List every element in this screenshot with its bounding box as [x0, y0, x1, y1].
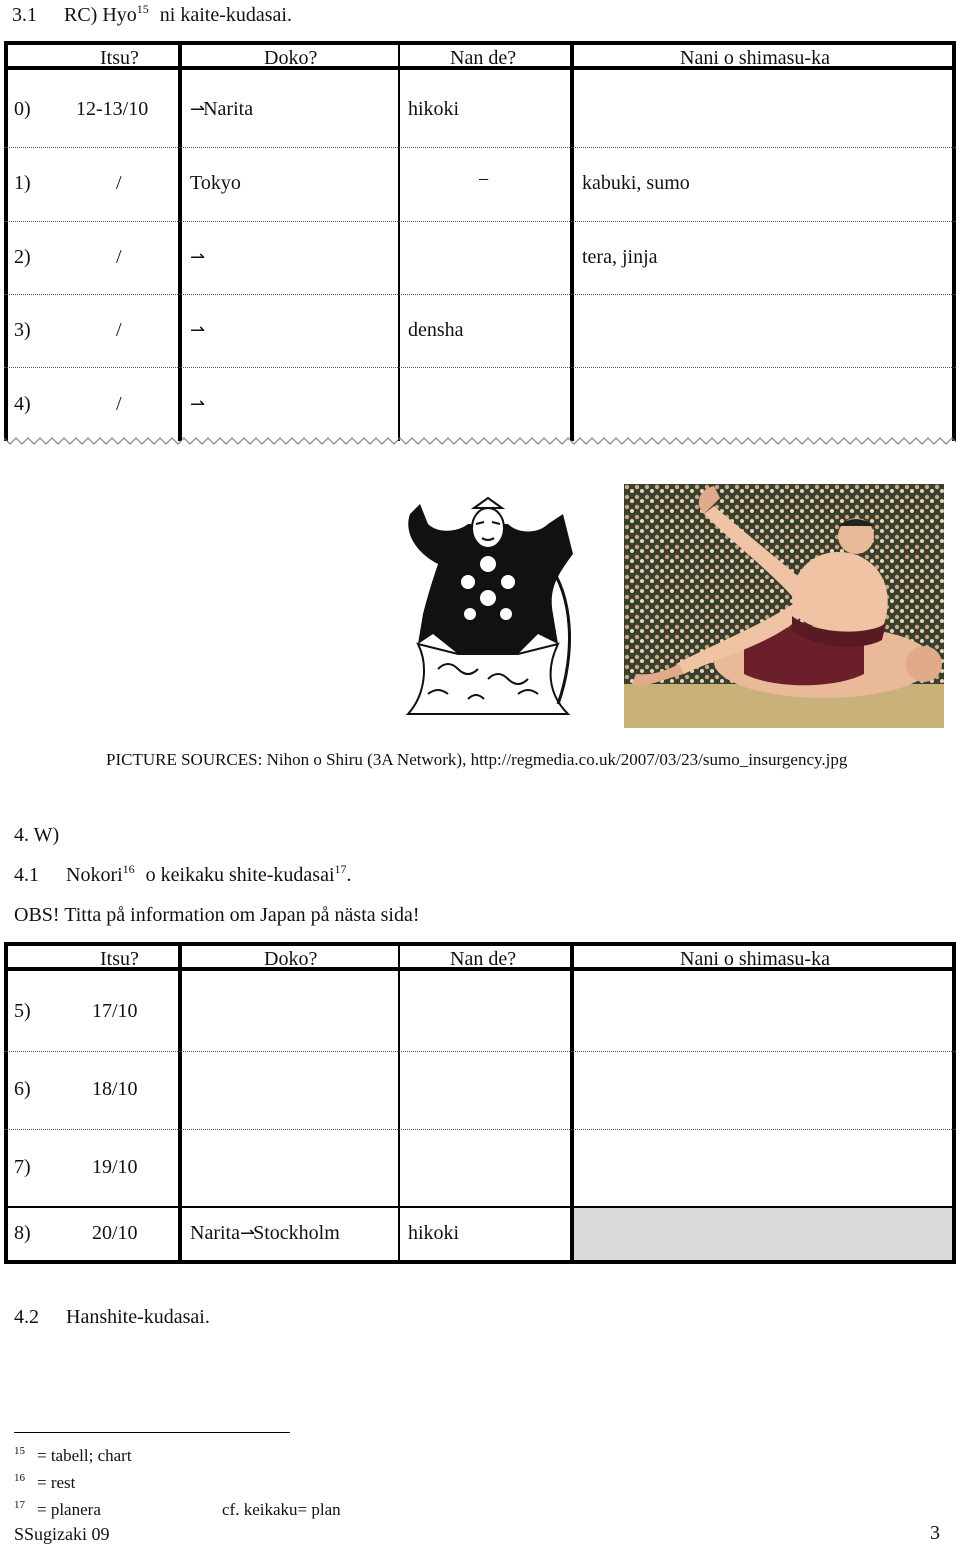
row-number: 2)	[14, 246, 31, 268]
footnote-ref-16[interactable]: 16	[122, 862, 135, 876]
header-doko: Doko?	[264, 47, 318, 69]
row-number: 5)	[14, 1000, 31, 1022]
row-separator	[4, 1206, 956, 1208]
itsu-cell: 12-13/10	[76, 98, 149, 120]
section-4-1-heading	[14, 864, 352, 887]
arrow-right-icon: ⇀	[190, 320, 204, 341]
table-header-row	[4, 41, 956, 69]
picture-sources: PICTURE SOURCES: Nihon o Shiru (3A Network), http://regmedia.co.uk/2007/03/23/sumo_insurgency.jpg	[106, 750, 848, 769]
doko-to: Stockholm	[253, 1222, 340, 1244]
row-number: 0)	[14, 98, 31, 120]
table-torn-edge	[4, 436, 956, 446]
section-4-heading: 4. W)	[14, 824, 60, 846]
row-number: 8)	[14, 1222, 31, 1244]
section-text-pre: Nokori	[66, 864, 123, 886]
header-nande: Nan de?	[450, 47, 517, 69]
section-number: 4.1	[14, 864, 39, 886]
footnote-number: 15	[14, 1445, 25, 1457]
doko-from: Narita	[190, 1222, 240, 1244]
itsu-cell: /	[116, 172, 122, 194]
doko-cell	[190, 246, 203, 269]
itsu-cell: /	[116, 319, 122, 341]
footnote-extra: cf. keikaku= plan	[222, 1500, 341, 1519]
section-title-pre: RC) Hyo	[64, 4, 137, 26]
row-separator	[4, 1129, 956, 1130]
row-separator	[4, 221, 956, 222]
footnote-number: 16	[14, 1472, 25, 1484]
itsu-cell: 17/10	[92, 1000, 138, 1022]
doko-cell: Tokyo	[190, 172, 241, 194]
header-underline	[4, 970, 956, 971]
row-separator	[4, 367, 956, 368]
itsu-cell: /	[116, 246, 122, 268]
table-border-right	[952, 41, 956, 441]
nani-cell: tera, jinja	[582, 246, 658, 268]
footnote-ref-15[interactable]: 15	[136, 2, 149, 16]
row-separator	[4, 294, 956, 295]
nani-cell: kabuki, sumo	[582, 172, 690, 194]
doko-text: Narita	[203, 98, 254, 120]
section-3-1-heading	[12, 4, 292, 27]
row-number: 4)	[14, 393, 31, 415]
nande-cell: hikoki	[408, 1222, 460, 1244]
doko-cell	[190, 393, 203, 416]
obs-note: OBS! Titta på information om Japan på nästa sida!	[14, 904, 420, 926]
page-number: 3	[930, 1522, 940, 1544]
footnote-16	[14, 1473, 75, 1493]
header-nani: Nani o shimasu-ka	[680, 948, 830, 970]
column-divider	[570, 942, 574, 1264]
row-number: 6)	[14, 1078, 31, 1100]
section-number: 3.1	[12, 4, 37, 26]
column-divider	[178, 942, 182, 1264]
row-number: 1)	[14, 172, 31, 194]
header-itsu: Itsu?	[100, 47, 139, 69]
footnote-text: = rest	[37, 1473, 76, 1492]
arrow-right-icon: ⇀	[190, 394, 204, 415]
itsu-cell: /	[116, 393, 122, 415]
table-border-left	[4, 942, 8, 1264]
footer-author: SSugizaki 09	[14, 1524, 110, 1544]
doko-cell	[190, 319, 203, 342]
footnote-text: = planera	[37, 1500, 101, 1519]
itsu-cell: 20/10	[92, 1222, 138, 1244]
doko-cell	[190, 98, 253, 121]
arrow-right-icon: ⇀	[190, 247, 204, 268]
table-border-left	[4, 41, 8, 441]
column-divider	[398, 942, 400, 1264]
header-itsu: Itsu?	[100, 948, 139, 970]
itinerary-table-1	[4, 41, 956, 441]
footnote-number: 17	[14, 1499, 25, 1511]
header-nande: Nan de?	[450, 948, 517, 970]
arrow-right-icon: ⇀	[190, 99, 204, 120]
row-number: 3)	[14, 319, 31, 341]
nande-cell: −	[478, 169, 490, 191]
section-4-2-heading	[14, 1306, 210, 1329]
nande-cell: densha	[408, 319, 464, 341]
footnote-rule	[14, 1432, 290, 1433]
row-separator	[4, 147, 956, 148]
footnote-text: = tabell; chart	[37, 1446, 132, 1465]
shaded-cell	[572, 1208, 952, 1260]
itsu-cell: 18/10	[92, 1078, 138, 1100]
header-underline	[4, 69, 956, 70]
doko-cell	[190, 1222, 340, 1245]
section-text-post: .	[346, 864, 352, 886]
row-number: 7)	[14, 1156, 31, 1178]
table-header-row	[4, 942, 956, 970]
kabuki-actor-illustration	[398, 494, 576, 720]
header-doko: Doko?	[264, 948, 318, 970]
column-divider	[178, 41, 182, 441]
sumo-photo	[624, 484, 944, 728]
arrow-right-icon: ⇀	[239, 1223, 254, 1244]
itinerary-table-2	[4, 942, 956, 1264]
section-text: Hanshite-kudasai.	[66, 1306, 210, 1328]
nande-cell: hikoki	[408, 98, 460, 120]
column-divider	[398, 41, 400, 441]
itsu-cell: 19/10	[92, 1156, 138, 1178]
header-nani: Nani o shimasu-ka	[680, 47, 830, 69]
row-separator	[4, 1051, 956, 1052]
column-divider	[570, 41, 574, 441]
section-title-post: ni kaite-kudasai.	[159, 4, 292, 26]
footnote-15	[14, 1446, 132, 1466]
footnote-17	[14, 1499, 341, 1520]
footnote-ref-17[interactable]: 17	[334, 862, 347, 876]
table-border-right	[952, 942, 956, 1264]
section-number: 4.2	[14, 1306, 39, 1328]
section-text-mid: o keikaku shite-kudasai	[145, 864, 335, 886]
table-border-bottom	[4, 1260, 956, 1264]
